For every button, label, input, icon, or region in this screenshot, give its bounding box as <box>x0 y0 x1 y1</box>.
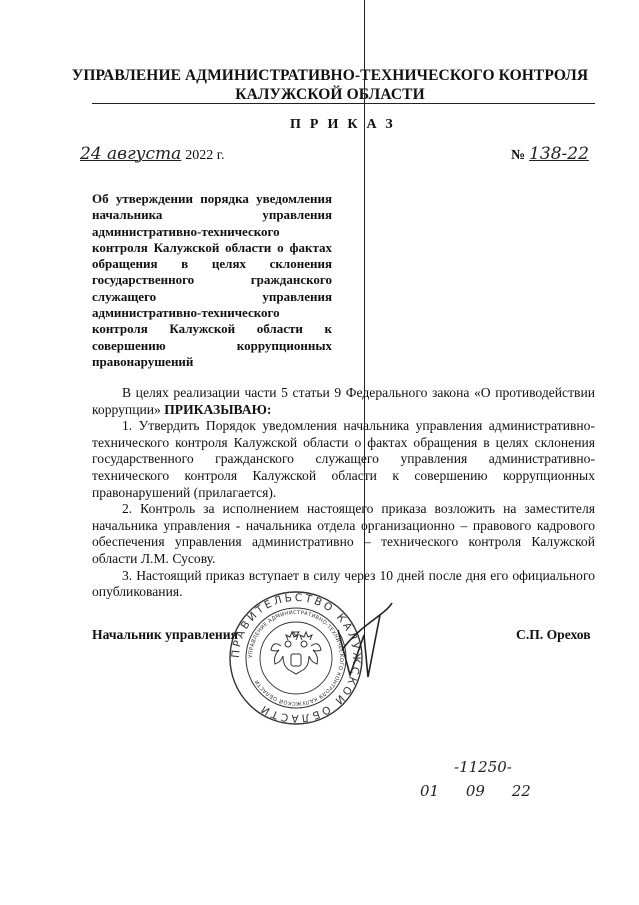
stamp-inner-text: УПРАВЛЕНИЕ АДМИНИСТРАТИВНО-ТЕХНИЧЕСКОГО КОНТРОЛЯ КАЛУЖСКОЙ ОБЛАСТИ <box>247 609 345 707</box>
number-block <box>511 144 589 164</box>
signature-mark <box>330 595 400 685</box>
document-type: ПРИКАЗ <box>290 117 402 132</box>
signatory-name: С.П. Орехов <box>516 627 591 642</box>
preamble-text: В целях реализации части 5 статьи 9 Федерального закона «О противодействии коррупции» <box>92 385 595 417</box>
list-item: 3. Настоящий приказ вступает в силу через 10 дней после дня его официального опубликования. <box>92 567 595 600</box>
stamp-outer-text: ПРАВИТЕЛЬСТВО КАЛУЖСКОЙ ОБЛАСТИ <box>229 591 363 725</box>
registration-code: -11250- <box>454 758 512 776</box>
date-year: 2022 г. <box>185 148 225 163</box>
list-item: 2. Контроль за исполнением настоящего приказа возложить на заместителя начальника управления - начальника отдела организационно – правового кадрового обеспечения управления административно – технического контроля Калужской области Л.М. Сусову. <box>92 501 595 566</box>
date-handwritten: 24 августа <box>80 144 182 164</box>
date-block <box>80 144 224 164</box>
org-name-line1: УПРАВЛЕНИЕ АДМИНИСТРАТИВНО-ТЕХНИЧЕСКОГО КОНТРОЛЯ <box>71 67 589 84</box>
number-handwritten: 138-22 <box>529 144 589 164</box>
stamp-inner-ring <box>260 622 332 694</box>
preamble <box>92 385 595 418</box>
org-name-line2: КАЛУЖСКОЙ ОБЛАСТИ <box>235 86 425 103</box>
order-word: ПРИКАЗЫВАЮ: <box>164 401 272 417</box>
document-body <box>92 385 595 601</box>
header-rule <box>92 103 595 104</box>
coat-of-arms-icon <box>271 632 321 674</box>
number-prefix: № <box>511 148 526 163</box>
registration-date: 01 09 22 <box>420 782 531 800</box>
list-item: 1. Утвердить Порядок уведомления начальника управления административно-технического контроля Калужской области о фактах обращения в целях склонения государственного гражданского служащего управления административно-технического контроля Калужской области к совершению коррупционных правонарушений (прилагается). <box>92 418 595 500</box>
document-title: Об утверждении порядка уведомления начальника управления административно-технического контроля Калужской области о фактах обращения в целях склонения государственного гражданского служащего управления административно-технического контроля Калужской области к совершению коррупционных правонарушений <box>92 191 332 369</box>
signature-stroke <box>338 603 392 677</box>
signatory-position: Начальник управления <box>92 627 238 642</box>
